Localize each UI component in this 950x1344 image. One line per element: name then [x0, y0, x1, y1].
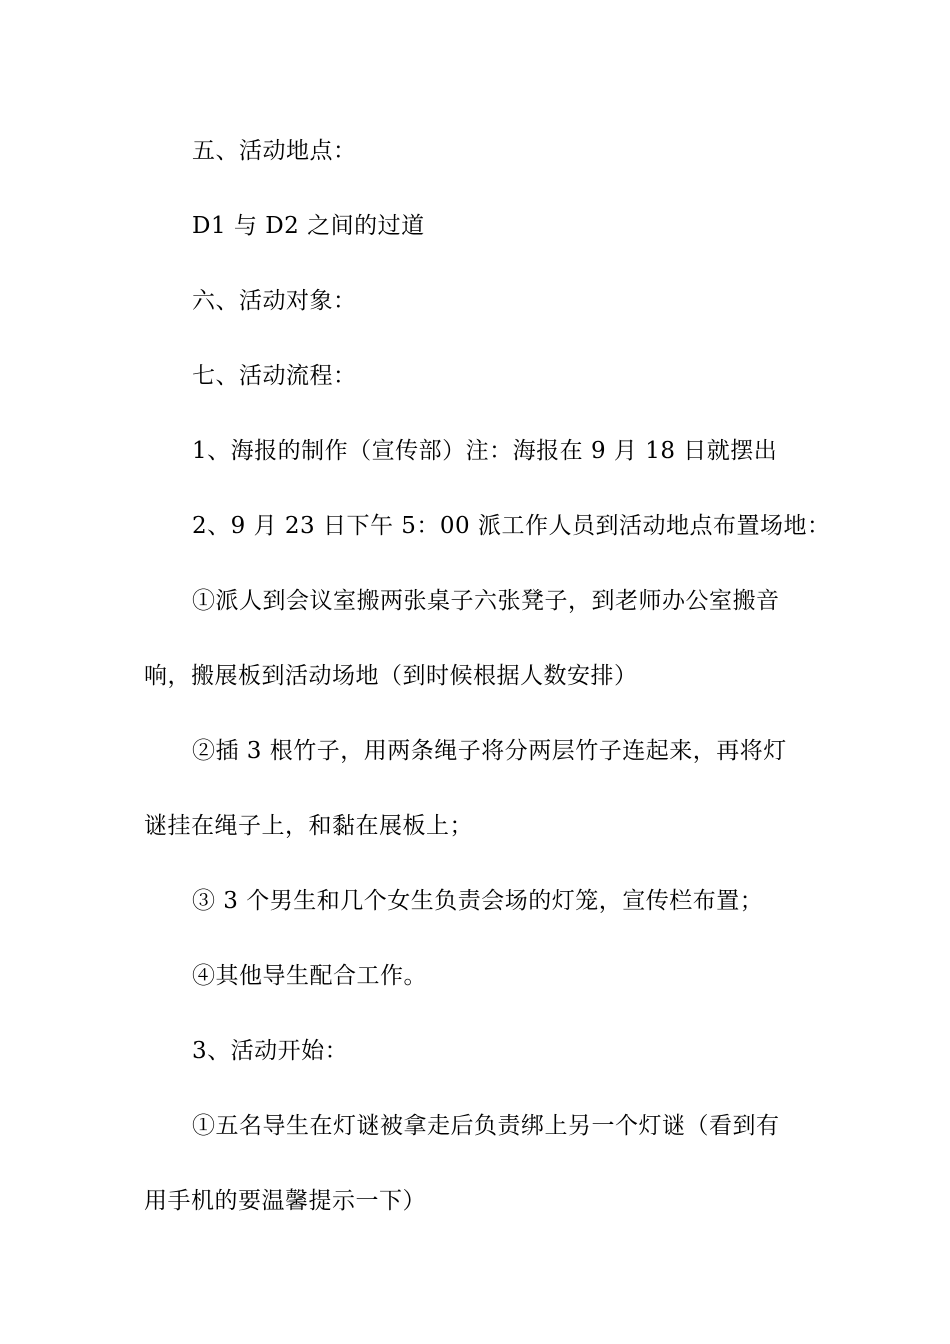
- process-step-1: 1、海报的制作（宣传部）注：海报在 9 月 18 日就摆出: [192, 438, 778, 464]
- section-heading-process: 七、活动流程：: [192, 363, 357, 389]
- step-2-item-2: ②插 3 根竹子，用两条绳子将分两层竹子连起来，再将灯: [192, 738, 787, 764]
- section-heading-audience: 六、活动对象：: [192, 288, 357, 314]
- venue-text: D1 与 D2 之间的过道: [192, 213, 425, 239]
- step-3-item-1-continued: 用手机的要温馨提示一下）: [144, 1188, 426, 1214]
- step-3-item-1: ①五名导生在灯谜被拿走后负责绑上另一个灯谜（看到有: [192, 1113, 780, 1139]
- step-2-item-2-continued: 谜挂在绳子上，和黏在展板上；: [144, 813, 473, 839]
- step-2-item-1-continued: 响，搬展板到活动场地（到时候根据人数安排）: [144, 663, 638, 689]
- step-2-item-1: ①派人到会议室搬两张桌子六张凳子，到老师办公室搬音: [192, 588, 780, 614]
- step-2-item-3: ③ 3 个男生和几个女生负责会场的灯笼，宣传栏布置；: [192, 888, 764, 914]
- process-step-2: 2、9 月 23 日下午 5：00 派工作人员到活动地点布置场地：: [192, 513, 831, 539]
- section-heading-venue: 五、活动地点：: [192, 138, 357, 164]
- step-2-item-4: ④其他导生配合工作。: [192, 963, 427, 989]
- process-step-3: 3、活动开始：: [192, 1038, 349, 1064]
